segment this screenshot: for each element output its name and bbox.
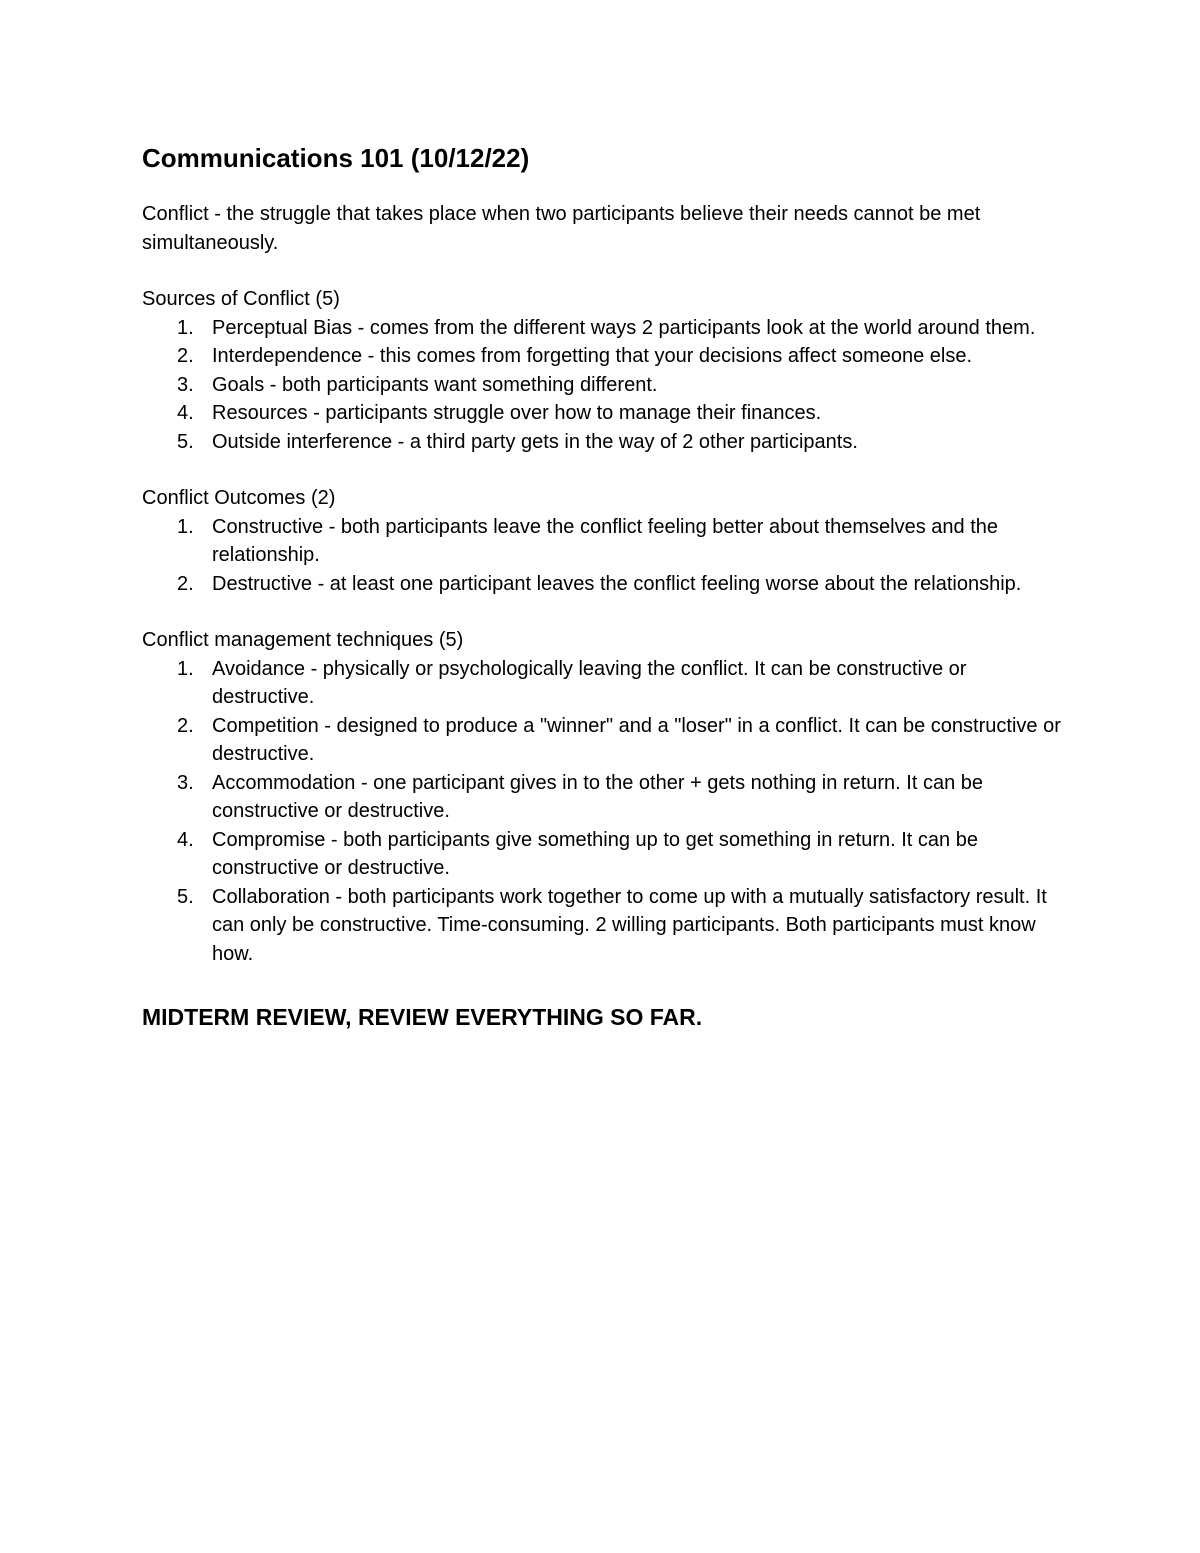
list-item [142,513,1062,570]
list-item [142,342,1062,371]
list-item-text: Perceptual Bias - comes from the different ways 2 participants look at the world around them. [212,316,1036,339]
list-item-text: Constructive - both participants leave the conflict feeling better about themselves and the relationship. [212,515,999,566]
document-page [142,141,1062,1032]
sources-list [142,314,1062,457]
list-item-text: Goals - both participants want something different. [212,373,658,396]
list-item-text: Resources - participants struggle over how to manage their finances. [212,402,822,424]
list-number: 1. [177,515,194,538]
list-item [142,712,1062,769]
list-number: 1. [177,316,194,339]
list-item [142,428,1062,457]
list-number: 3. [177,373,194,396]
list-number: 4. [177,402,194,424]
spacer [142,456,1062,484]
list-number: 4. [177,828,194,851]
list-item [142,314,1062,343]
list-item-text: Competition - designed to produce a "winner" and a "loser" in a conflict. It can be constructive or destructive. [212,714,1061,765]
list-item [142,371,1062,400]
spacer [142,598,1062,626]
list-item [142,883,1062,969]
section-heading-techniques: Conflict management techniques (5) [142,629,464,651]
list-item-text: Collaboration - both participants work together to come up with a mutually satisfactory result. It can only be constructive. Time-consuming. 2 willing participants. Both participants must know how. [212,885,1047,965]
list-number: 5. [177,885,194,908]
list-item-text: Compromise - both participants give something up to get something in return. It can be constructive or destructive. [212,828,978,879]
section-heading-sources: Sources of Conflict (5) [142,288,340,310]
list-item-text: Outside interference - a third party gets in the way of 2 other participants. [212,430,858,453]
list-number: 3. [177,771,194,794]
closing-heading: MIDTERM REVIEW, REVIEW EVERYTHING SO FAR. [142,1004,703,1030]
conflict-definition: Conflict - the struggle that takes place when two participants believe their needs cannot be met simultaneously. [142,203,981,254]
list-number: 1. [177,657,194,680]
list-item [142,570,1062,599]
list-item-text: Destructive - at least one participant leaves the conflict feeling worse about the relationship. [212,572,1022,595]
list-item [142,826,1062,883]
list-item [142,399,1062,428]
spacer [142,257,1062,285]
list-number: 2. [177,345,194,367]
list-number: 2. [177,714,194,737]
outcomes-list [142,513,1062,599]
list-item [142,769,1062,826]
page-title: Communications 101 (10/12/22) [142,143,530,173]
list-number: 2. [177,572,194,595]
techniques-list [142,655,1062,969]
list-item [142,655,1062,712]
list-item-text: Accommodation - one participant gives in to the other + gets nothing in return. It can be constructive or destructive. [212,771,984,822]
list-number: 5. [177,430,194,453]
list-item-text: Interdependence - this comes from forgetting that your decisions affect someone else. [212,345,973,367]
section-heading-outcomes: Conflict Outcomes (2) [142,487,336,509]
list-item-text: Avoidance - physically or psychologically leaving the conflict. It can be constructive or destructive. [212,657,967,708]
